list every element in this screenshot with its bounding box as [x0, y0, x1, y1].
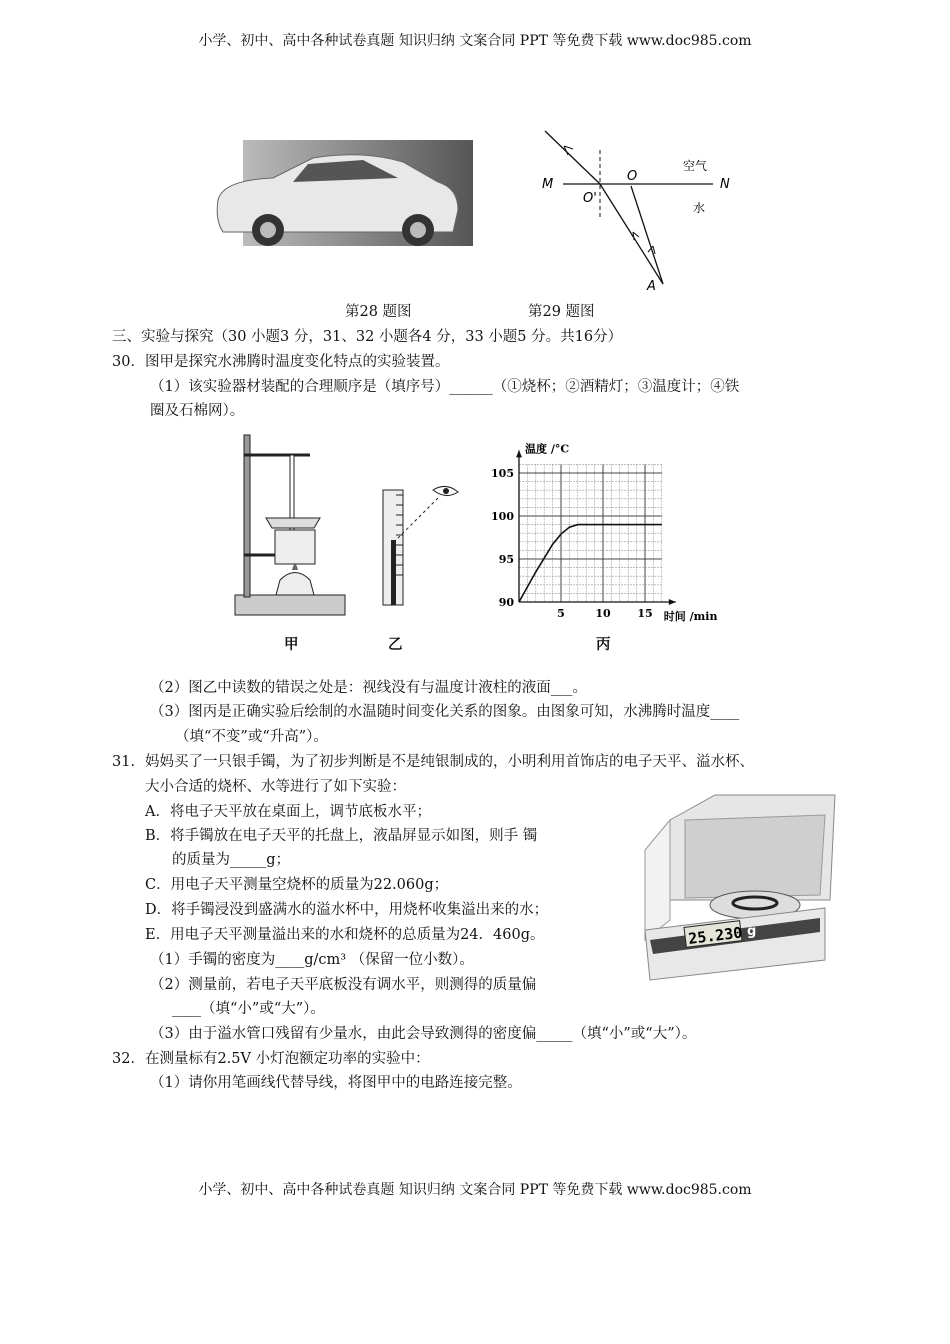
q31-step-c: C．用电子天平测量空烧杯的质量为22.060g； [145, 877, 449, 893]
fig-label-yi: 乙 [388, 636, 403, 653]
refraction-diagram [530, 120, 740, 300]
q31-step-b: B．将手镯放在电子天平的托盘上，液晶屏显示如图，则手 镯 [145, 828, 538, 844]
x-tick-label: 5 [557, 607, 565, 620]
label-A: A [647, 279, 656, 294]
q31-step-e: E．用电子天平测量溢出来的水和烧杯的总质量为24．460g。 [145, 927, 545, 943]
q30-part1-cont: 圈及石棉网）。 [150, 403, 245, 419]
q32-part1: （1）请你用笔画线代替导线，将图甲中的电路连接完整。 [150, 1075, 522, 1091]
y-axis-label: 温度 /°C [525, 442, 570, 456]
label-N: N [720, 177, 730, 192]
q31-step-d: D．将手镯浸没到盛满水的溢水杯中，用烧杯收集溢出来的水； [145, 902, 549, 918]
x-axis-label: 时间 /min [663, 610, 718, 623]
q30-part3-cont: （填“不变”或“升高”）。 [175, 729, 328, 745]
y-tick-label: 95 [498, 553, 514, 566]
q31-part3: （3）由于溢水管口残留有少量水，由此会导致测得的密度偏_____（填“小”或“大”）。 [150, 1026, 697, 1042]
label-O-prime: O' [583, 191, 597, 206]
label-O: O [627, 169, 638, 184]
q31-step-a: A．将电子天平放在桌面上，调节底板水平； [145, 804, 431, 820]
q31-part1: （1）手镯的密度为____g/cm³ （保留一位小数）。 [150, 952, 474, 968]
x-axis-arrow [669, 599, 676, 605]
balance-display-unit: g [747, 924, 757, 939]
y-tick-label: 105 [491, 467, 514, 480]
x-tick-label: 15 [637, 607, 653, 620]
caption-fig28: 第28 题图 [345, 304, 412, 320]
q30-stem: 30．图甲是探究水沸腾时温度变化特点的实验装置。 [112, 354, 450, 370]
q32-stem: 32．在测量标有2.5V 小灯泡额定功率的实验中： [112, 1051, 430, 1067]
y-tick-label: 90 [498, 596, 514, 609]
balance-display-value: 25.230 [687, 923, 744, 948]
label-air: 空气 [683, 159, 708, 173]
q30-part1: （1）该实验器材装配的合理顺序是（填序号）______（①烧杯；②酒精灯；③温度计；④铁 [150, 379, 740, 395]
electronic-balance-photo [625, 790, 845, 990]
x-tick-label: 10 [595, 607, 611, 620]
label-M: M [542, 177, 554, 192]
fig-label-jia: 甲 [284, 636, 299, 653]
y-axis-arrow [516, 450, 522, 457]
q31-stem: 31．妈妈买了一只银手镯，为了初步判断是不是纯银制成的，小明利用首饰店的电子天平、溢水杯、 [112, 754, 754, 770]
q31-stem-cont: 大小合适的烧杯、水等进行了如下实验： [145, 779, 406, 795]
page-footer: 小学、初中、高中各种试卷真题 知识归纳 文案合同 PPT 等免费下载 www.doc985.com [198, 1182, 752, 1198]
thermometer-reading [378, 480, 468, 610]
q31-step-b-cont: 的质量为_____g； [172, 852, 291, 868]
section-heading: 三、实验与探究（30 小题3 分，31、32 小题各4 分，33 小题5 分。共16分） [112, 329, 623, 345]
series-line [519, 525, 662, 602]
y-tick-label: 100 [491, 510, 514, 523]
q31-part2: （2）测量前，若电子天平底板没有调水平，则测得的质量偏 [150, 977, 537, 993]
caption-fig29: 第29 题图 [528, 304, 595, 320]
car-photo [213, 140, 473, 246]
q30-part2: （2）图乙中读数的错误之处是：视线没有与温度计液柱的液面___。 [150, 680, 587, 696]
temperature-time-chart [480, 440, 720, 630]
q31-part2-cont: ____（填“小”或“大”）。 [172, 1001, 325, 1017]
label-water: 水 [693, 201, 706, 215]
boiling-apparatus [230, 430, 350, 630]
fig-label-bing: 丙 [596, 636, 611, 653]
page-header: 小学、初中、高中各种试卷真题 知识归纳 文案合同 PPT 等免费下载 www.doc985.com [198, 33, 752, 49]
q30-part3: （3）图丙是正确实验后绘制的水温随时间变化关系的图象。由图象可知，水沸腾时温度____ [150, 704, 740, 720]
